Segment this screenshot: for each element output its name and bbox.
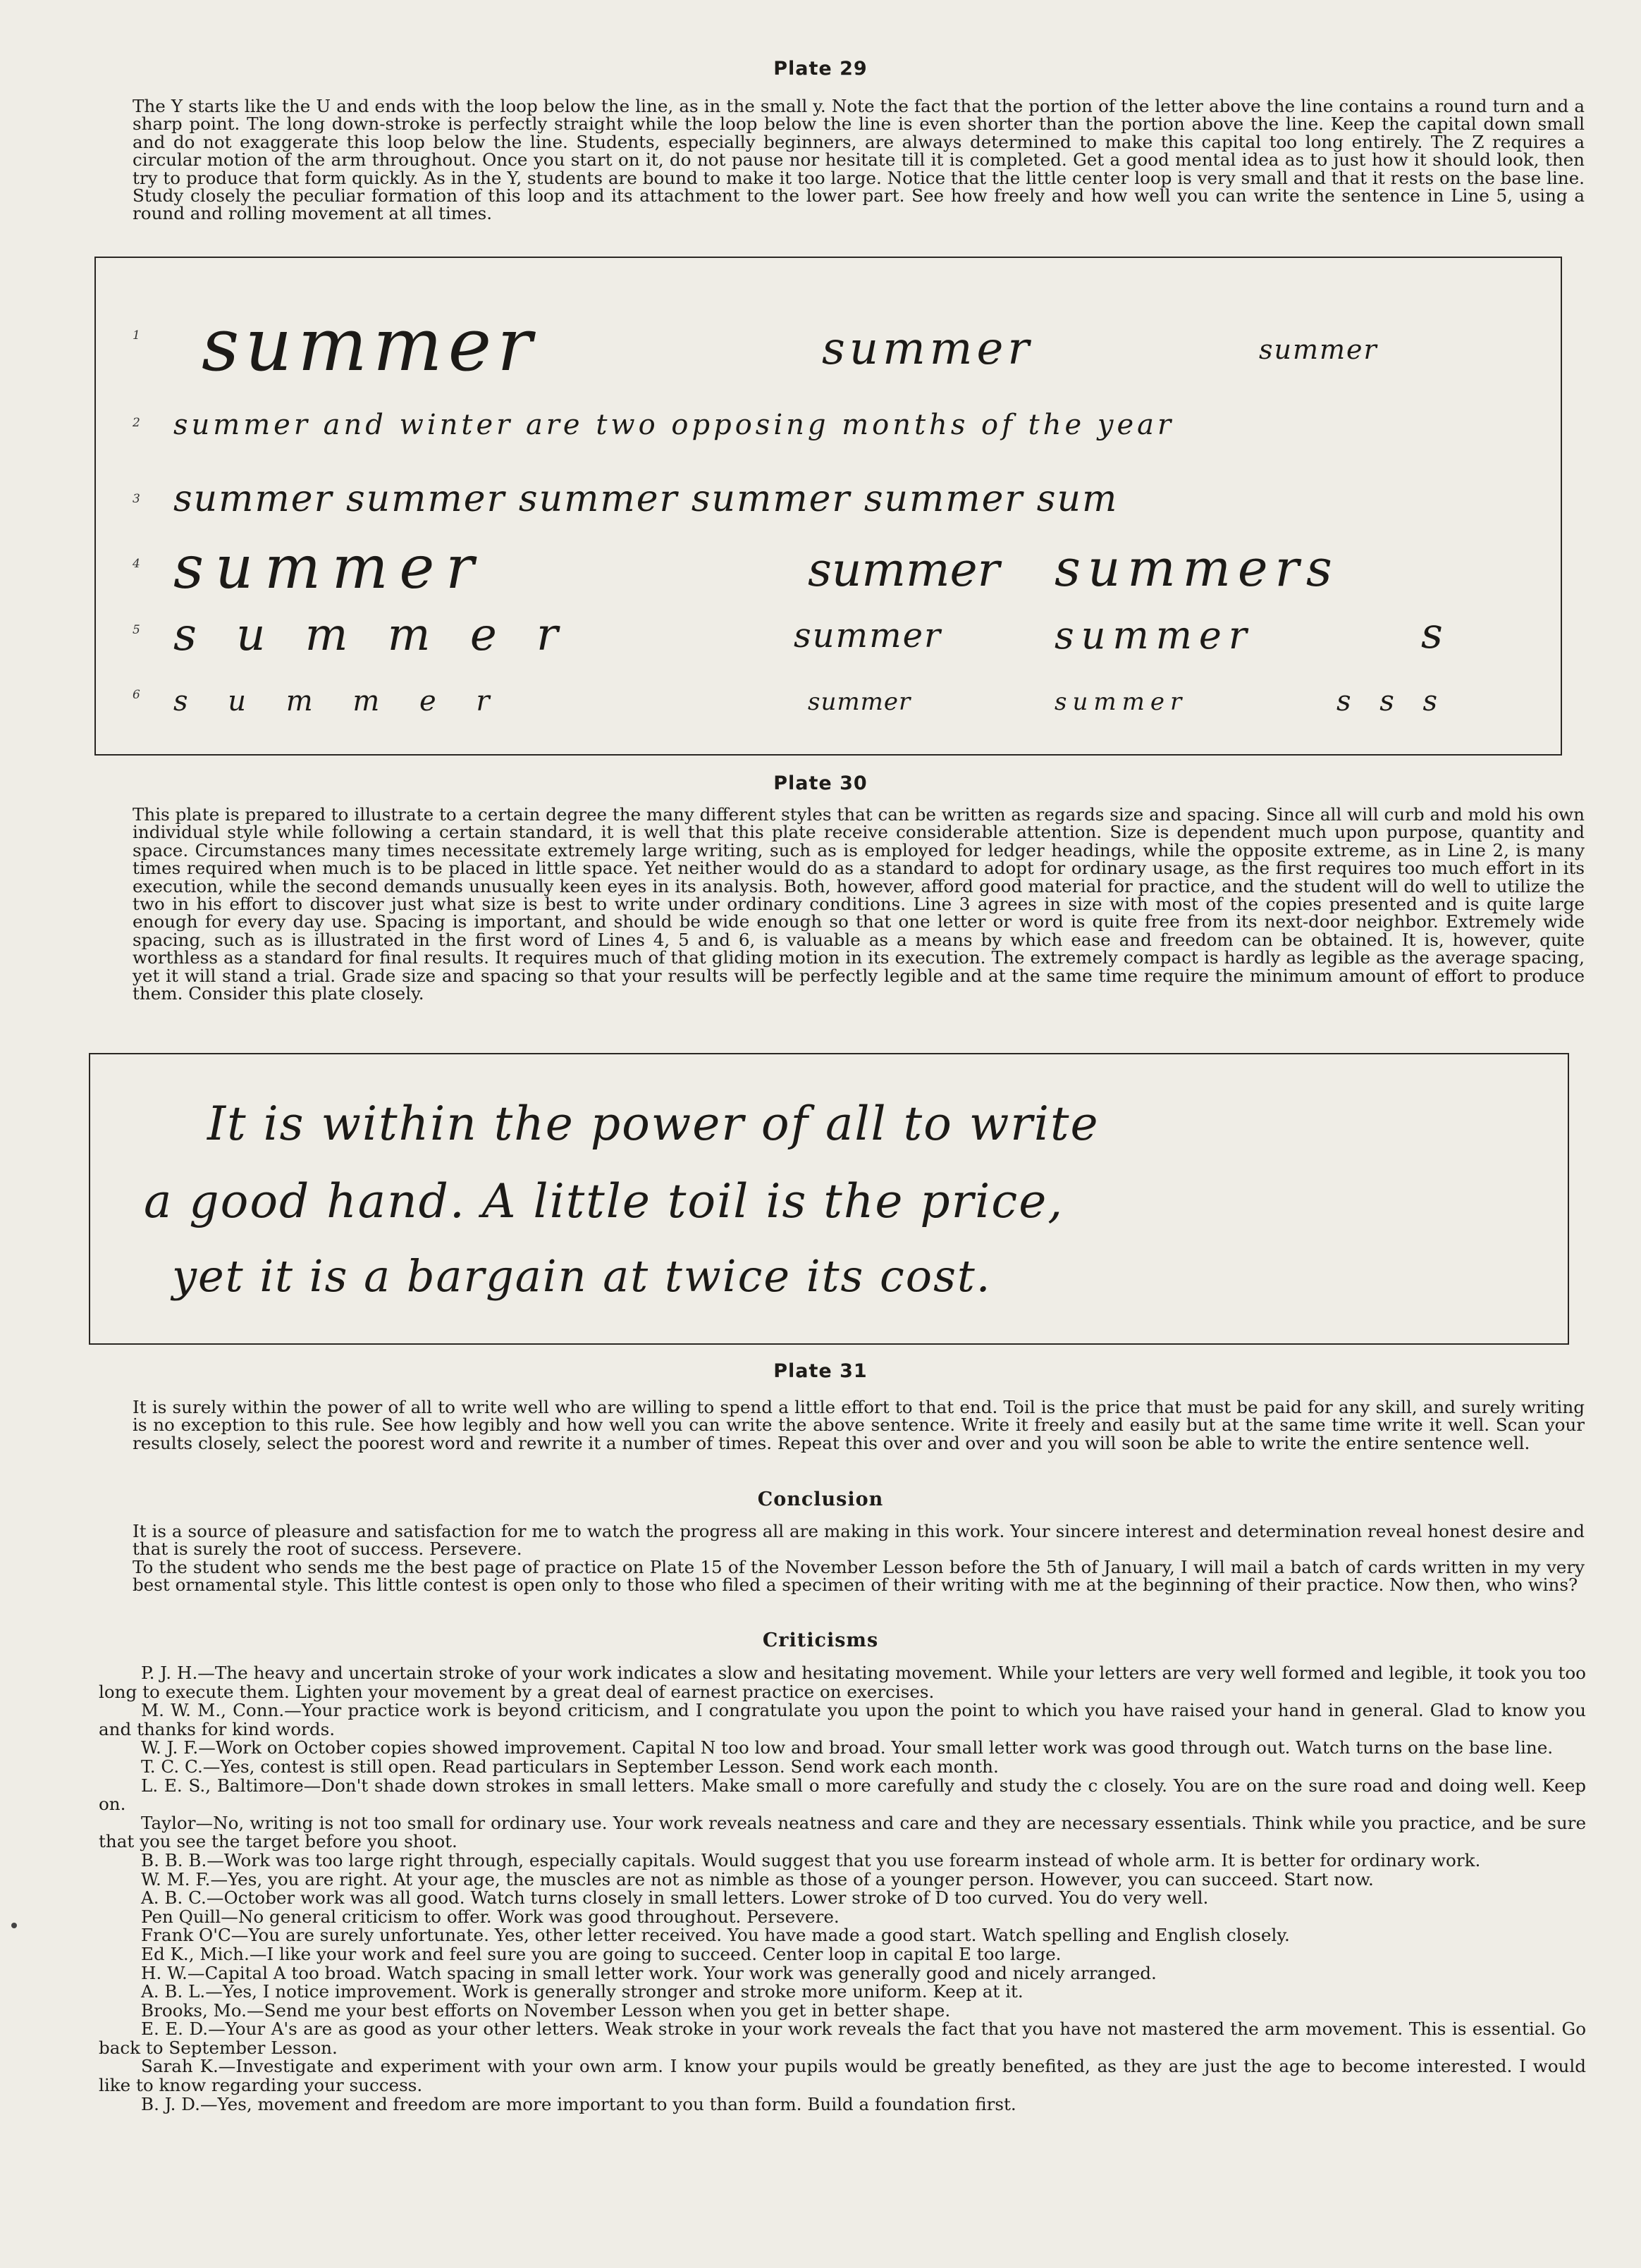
plate31-text	[133, 1398, 1585, 1452]
criticism-item: Sarah K.—Investigate and experiment with your own arm. I know your pupils would be greatly benefited, as they are just the age to become interested. I would like to know regarding your success.	[99, 2056, 1586, 2096]
script-word: summers	[1055, 538, 1339, 598]
script-word: s s s	[1336, 685, 1448, 717]
plate30-text	[133, 806, 1585, 1002]
plate29-heading: Plate 29	[773, 58, 868, 80]
criticism-item: W. J. F.—Work on October copies showed improvement. Capital N too low and broad. Your small letter work was good through out. Watch turns on the base line.	[141, 1737, 1554, 1758]
script-sentence: a good hand. A little toil is the price,	[144, 1174, 1064, 1228]
script-word: summer	[1055, 613, 1254, 658]
script-word: summer	[794, 616, 942, 655]
plate30-paragraph: This plate is prepared to illustrate to a certain degree the many different styles that can be written as regards size and spacing. Since all will curb and mold his own individual style while following a certain standard, it is well that this plate receive considerable attention. Size is dependent much upon purpose, quantity and space. Circumstances many times necessitate extremely large writing, such as is employed for ledger headings, while the opposite extreme, as in Line 2, is many times required when much is to be placed in little space. Yet neither would do as a standard to adopt for ordinary usage, as the first requires too much effort in its execution, while the second demands unusually keen eyes in its analysis. Both, however, afford good material for practice, and the student will do well to utilize the two in his effort to discover just what size is best to write under ordinary conditions. Line 3 agrees in size with most of the copies presented and is quite large enough for every day use. Spacing is important, and should be wide enough so that one letter or word is quite free from its next-door neighbor. Extremely wide spacing, such as is illustrated in the first word of Lines 4, 5 and 6, is valuable as a means by which ease and freedom can be obtained. It is, however, quite worthless as a standard for final results. It requires much of that gliding motion in its execution. The extremely compact is hardly as legible as the average spacing, yet it will stand a trial. Grade size and spacing so that your results will be perfectly legible and at the same time require the minimum amount of effort to produce them. Consider this plate closely.	[133, 804, 1585, 1004]
line-number: 5	[133, 623, 140, 637]
line-number: 6	[133, 688, 140, 702]
script-word: s u m m e r	[173, 609, 571, 661]
conclusion-paragraph: To the student who sends me the best page of practice on Plate 15 of the November Lesson before the 5th of January, I will mail a batch of cards written in my very best ornamental style. This little contest is open only to those who filed a specimen of their writing with me at the beginning of their practice. Now then, who wins?	[133, 1556, 1585, 1596]
criticism-item: Brooks, Mo.—Send me your best efforts on November Lesson when you get in better shape.	[141, 1999, 951, 2021]
margin-dot	[11, 1923, 17, 1928]
line-number: 2	[133, 416, 140, 430]
criticism-item: B. B. B.—Work was too large right through, especially capitals. Would suggest that you use forearm instead of whole arm. It is better for ordinary work.	[141, 1849, 1481, 1871]
criticism-item: W. M. F.—Yes, you are right. At your age, the muscles are not as nimble as those of a younger person. However, you can succeed. Start now.	[141, 1868, 1374, 1890]
plate31-heading: Plate 31	[773, 1360, 868, 1382]
script-word: summer	[808, 543, 1000, 597]
criticism-item: E. E. D.—Your A's are as good as your other letters. Weak stroke in your work reveals the fact that you have not mastered the arm movement. This is essential. Go back to September Lesson.	[99, 2019, 1586, 2058]
copy-line-2	[96, 406, 1561, 462]
script-sentence: It is within the power of all to write	[207, 1097, 1100, 1151]
line-number: 4	[133, 557, 140, 571]
line-number: 3	[133, 492, 140, 506]
script-word: summer	[1259, 334, 1378, 365]
script-sentence: summer summer summer summer summer sum	[173, 478, 1119, 520]
criticisms-heading: Criticisms	[762, 1629, 879, 1651]
conclusion-text	[133, 1522, 1585, 1594]
criticism-item: H. W.—Capital A too broad. Watch spacing in small letter work. Your work was generally good and nicely arranged.	[141, 1962, 1157, 1983]
criticism-item: Taylor—No, writing is not too small for ordinary use. Your work reveals neatness and care and they are necessary essentials. Think while you practice, and be sure that you see the target before you shoot.	[99, 1812, 1586, 1852]
script-word: s u m m e r	[173, 685, 505, 717]
criticism-item: Frank O'C—You are surely unfortunate. Yes, other letter received. You have made a good start. Watch spelling and English closely.	[141, 1925, 1290, 1946]
criticisms-list	[99, 1664, 1586, 2114]
copy-line-6	[96, 682, 1561, 739]
line-number: 1	[133, 328, 140, 343]
criticism-item: Pen Quill—No general criticism to offer. Work was good throughout. Persevere.	[141, 1906, 840, 1927]
script-word: summer	[202, 302, 538, 388]
plate29-text	[133, 97, 1585, 223]
copy-line-1	[96, 302, 1561, 388]
plate30-heading: Plate 30	[773, 772, 868, 794]
criticism-item: A. B. C.—October work was all good. Watch turns closely in small letters. Lower stroke of D too curved. You do very well.	[141, 1887, 1209, 1909]
script-letter: s	[1421, 609, 1443, 658]
copy-line-5	[96, 609, 1561, 672]
script-sentence: yet it is a bargain at twice its cost.	[172, 1250, 992, 1302]
script-word: summer	[173, 533, 486, 602]
plate31-paragraph: It is surely within the power of all to write well who are willing to spend a little effort to that end. Toil is the price that must be paid for any skill, and surely writing is no exception to this rule. See how legibly and how well you can write the above sentence. Write it freely and easily but at the same time write it well. Scan your results closely, select the poorest word and rewrite it a number of times. Repeat this over and over and you will soon be able to write the entire sentence well.	[133, 1397, 1585, 1453]
copy-line-4	[96, 533, 1561, 605]
script-word: summer	[1055, 688, 1188, 716]
conclusion-paragraph: It is a source of pleasure and satisfaction for me to watch the progress all are making in this work. Your sincere interest and determination reveal honest desire and that is surely the root of success. Persevere.	[133, 1521, 1585, 1560]
plate29-paragraph: The Y starts like the U and ends with the loop below the line, as in the small y. Note the fact that the portion of the letter above the line contains a round turn and a sharp point. The long down-stroke is perfectly straight while the loop below the line is even shorter than the portion above the line. Keep the capital down small and do not exaggerate this loop below the line. Students, especially beginners, are always determined to make this capital too long entirely. The Z requires a circular motion of the arm throughout. Once you start on it, do not pause nor hesitate till it is completed. Get a good mental idea as to just how it should look, then try to produce that form quickly. As in the Y, students are bound to make it too large. Notice that the little center loop is very small and that it rests on the base line. Study closely the peculiar formation of this loop and its attachment to the lower part. See how freely and how well you can write the sentence in Line 5, using a round and rolling movement at all times.	[133, 96, 1585, 224]
criticism-item: P. J. H.—The heavy and uncertain stroke of your work indicates a slow and hesitating movement. While your letters are very well formed and legible, it took you too long to execute them. Lighten your movement by a great deal of earnest practice on exercises.	[99, 1663, 1586, 1702]
script-sentence: summer and winter are two opposing months of the year	[173, 409, 1175, 441]
script-word: summer	[822, 323, 1033, 375]
criticism-item: T. C. C.—Yes, contest is still open. Read particulars in September Lesson. Send work each month.	[141, 1756, 999, 1777]
criticism-item: B. J. D.—Yes, movement and freedom are more important to you than form. Build a foundation first.	[141, 2093, 1016, 2114]
criticism-item: M. W. M., Conn.—Your practice work is beyond criticism, and I congratulate you upon the point to which you have raised your hand in general. Glad to know you and thanks for kind words.	[99, 1700, 1586, 1739]
copy-line-3	[96, 478, 1561, 538]
criticism-item: Ed K., Mich.—I like your work and feel sure you are going to succeed. Center loop in capital E too large.	[141, 1943, 1062, 1964]
conclusion-heading: Conclusion	[757, 1489, 884, 1510]
criticism-item: L. E. S., Baltimore—Don't shade down strokes in small letters. Make small o more carefully and study the c closely. You are on the sure road and doing well. Keep on.	[99, 1775, 1586, 1815]
plate30-copy-box	[89, 1053, 1569, 1345]
script-word: summer	[808, 688, 911, 716]
criticism-item: A. B. L.—Yes, I notice improvement. Work is generally stronger and stroke more uniform. Keep at it.	[141, 1981, 1024, 2002]
plate29-copy-box	[94, 257, 1562, 756]
